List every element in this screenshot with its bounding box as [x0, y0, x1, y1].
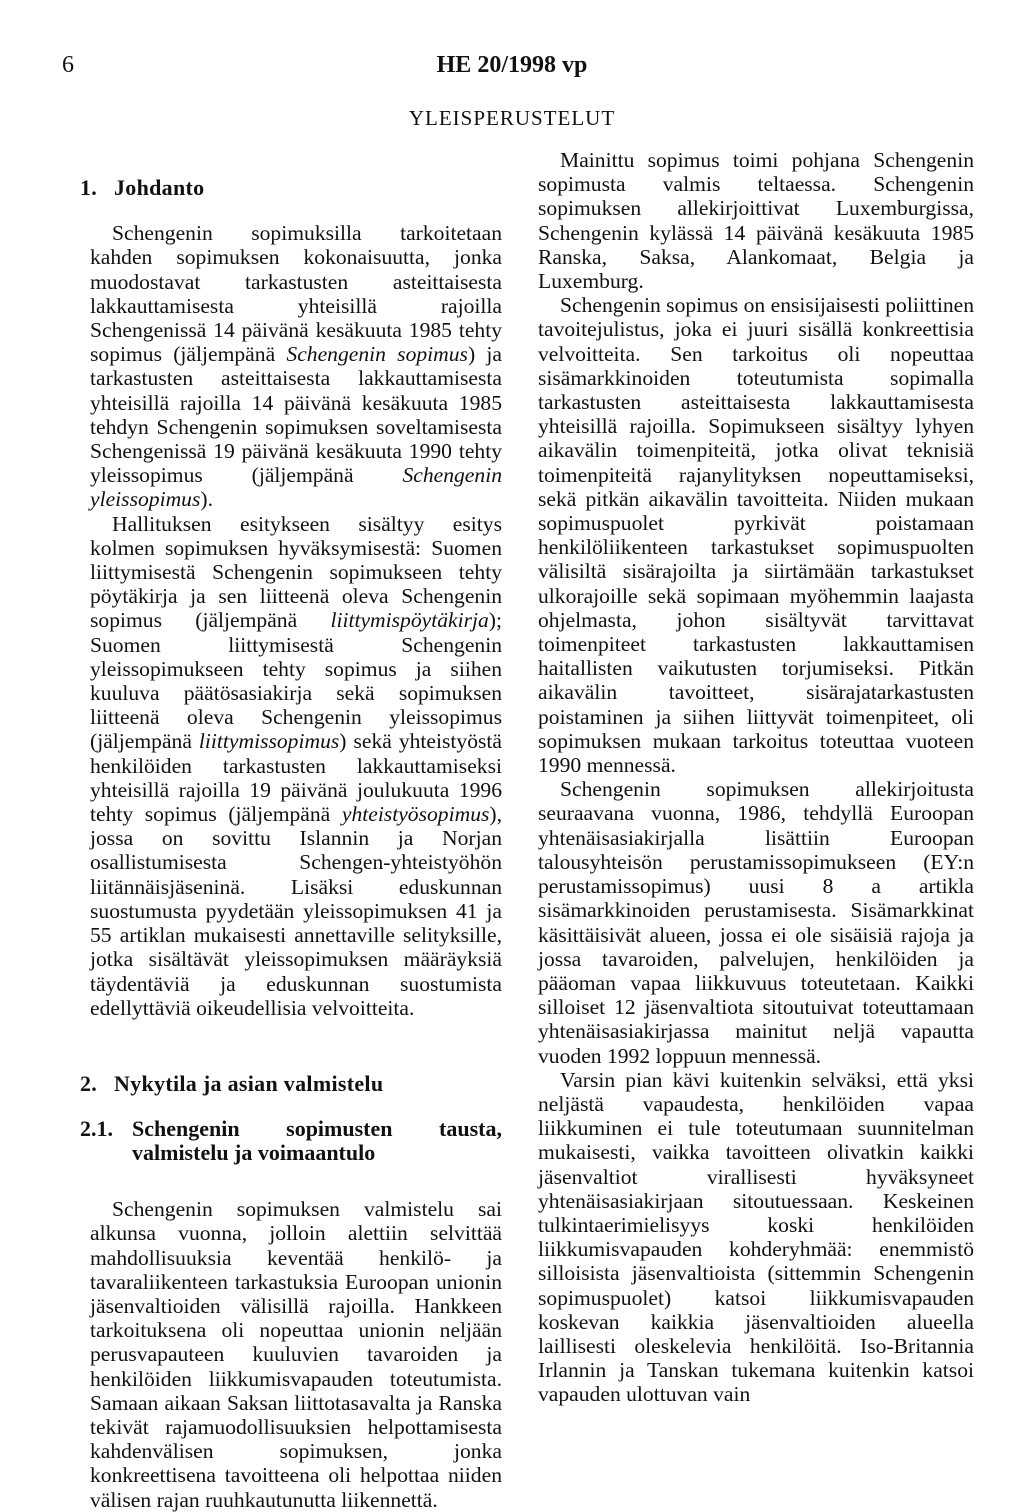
left-column [80, 148, 502, 1512]
paragraph: Mainittu sopimus toimi pohjana Schengenin sopimusta valmis teltaessa. Schengenin sopimuksen allekirjoittivat Luxemburgissa, Schengenin kylässä 14 päivänä kesäkuuta 1985 Ranska, Saksa, Alankomaat, Belgia ja Luxemburg. [538, 148, 974, 294]
italic-term: Schengenin sopimus [286, 342, 468, 367]
heading-number: 2. [80, 1070, 98, 1096]
italic-term: Schengenin yleissopimus [90, 463, 502, 512]
heading-number: 1. [80, 175, 98, 200]
paragraph [90, 221, 502, 511]
italic-term: liittymispöytäkirja [330, 608, 489, 633]
paragraph [90, 512, 502, 1020]
heading-title: Johdanto [114, 175, 205, 200]
heading-nykytila [80, 1072, 502, 1096]
paragraph: Varsin pian kävi kuitenkin selväksi, että yksi neljästä vapaudesta, henkilöiden vapaa liikkuminen ei tule toteutumaan suunnitelman mukaisesti, vaikka tavoitteen olivatkin kaikki jäsenvaltiot virallisesti hyväksyneet yhtenäisasiakirjaan sitoutuessaan. Keskeinen tulkintaerimielisyys koski henkilöiden liikkumisvapauden kohderyhmää: enemmistö silloisista jäsenvaltioista (sittemmin Schengenin sopimuspuolet) katsoi liikkumisvapauden koskevan kaikkia jäsenvaltioiden alueella laillisesti oleskelevia henkilöitä. Iso-Britannia Irlannin ja Tanskan tukemana kuitenkin katsoi vapauden ulottuvan vain [538, 1067, 974, 1407]
text-run: ) ja tarkastusten asteittaisesta lakkauttamisesta yhteisillä rajoilla 14 päivänä kesäkuuta 1985 tehdyn Schengenin sopimuksen soveltamisesta Schengenissä 19 päivänä kesäkuuta 1990 tehty yleissopimus (jäljempänä [90, 342, 502, 488]
text-run: ); Suomen liittymisestä Schengenin yleissopimukseen tehty sopimus ja siihen kuuluva päätösasiakirja sekä sopimuksen liitteenä oleva Schengenin yleissopimus (jäljempänä [90, 608, 502, 754]
text-run: ), jossa on sovittu Islannin ja Norjan osallistumisesta Schengen-yhteistyöhön liitännäisjäseninä. Lisäksi eduskunnan suostumusta pyydetään yleissopimuksen 41 ja 55 artiklan mukaisesti annettaville selityksille, jotka sisältävät yleissopimuksen määräyksiä täydentäviä ja eduskunnan suostumista edellyttäviä oikeudellisia velvoitteita. [90, 802, 502, 1020]
paragraph: Schengenin sopimuksen allekirjoitusta seuraavana vuonna, 1986, tehdyllä Euroopan yhtenäisasiakirjalla lisättiin Euroopan talousyhteisön perustamissopimukseen (EY:n perustamissopimus) uusi 8 a artikla sisämarkkinoiden perustamisesta. Sisämarkkinat käsittäisivät alueen, jossa ei ole sisäisiä rajoja ja jossa tavaroiden, palvelujen, henkilöiden ja pääoman vapaa liikkuvuus toteutetaan. Kaikki silloiset 12 jäsenvaltiota sitoutuivat toteuttamaan yhtenäisasiakirjassa mainitut neljä vapautta vuoden 1992 loppuun mennessä. [538, 777, 974, 1068]
text-run: ) sekä yhteistyöstä henkilöiden tarkastusten lakkauttamiseksi yhteisillä rajoilla 19 päivänä joulukuuta 1996 tehty sopimus (jäljempänä [90, 729, 502, 827]
running-head: HE 20/1998 vp [436, 52, 588, 78]
heading-title: Nykytila ja asian valmistelu [114, 1070, 384, 1096]
heading-number: 2.1. [80, 1116, 113, 1142]
heading-johdanto [80, 176, 502, 200]
italic-term: liittymissopimus [198, 729, 340, 754]
italic-term: yhteistyösopimus [341, 802, 490, 827]
heading-schengen-background [80, 1117, 502, 1165]
section-title: YLEISPERUSTELUT [408, 106, 616, 130]
heading-title: Schengenin sopimusten tausta, valmistelu ja voimaantulo [132, 1116, 502, 1166]
text-run: Schengenin sopimuksilla tarkoitetaan kahden sopimuksen kokonaisuutta, jonka muodostavat tarkastusten asteittaisesta lakkauttamisesta yhteisillä rajoilla Schengenissä 14 päivänä kesäkuuta 1985 tehty sopimus (jäljempänä [90, 221, 502, 367]
text-run: ). [200, 487, 213, 512]
page-number: 6 [62, 52, 74, 78]
right-column [538, 148, 974, 1407]
paragraph: Schengenin sopimuksen valmistelu sai alkunsa vuonna, jolloin alettiin selvittää mahdollisuuksia keventää henkilö- ja tavaraliikenteen tarkastuksia Euroopan unionin jäsenvaltioiden välisillä rajoilla. Hankkeen tarkoituksena oli nopeuttaa unionin neljään perusvapauteen kuuluvien tavaroiden ja henkilöiden liikkumisvapauden toteutumista. Samaan aikaan Saksan liittotasavalta ja Ranska tekivät rajamuodollisuuksien helpottamisesta kahdenvälisen sopimuksen, jonka konkreettisena tavoitteena oli helpottaa niiden välisen rajan ruuhkautunutta liikennettä. [90, 1197, 502, 1512]
paragraph: Schengenin sopimus on ensisijaisesti poliittinen tavoitejulistus, joka ei juuri sisällä konkreettisia velvoitteita. Sen tarkoitus oli nopeuttaa sisämarkkinoiden toteutumista sopimalla tarkastusten asteittaisesta lakkauttamisesta yhteisillä rajoilla. Sopimukseen sisältyy lyhyen aikavälin toimenpiteitä, jotka olivat teknisiä toimenpiteitä rajanylityksen nopeuttamiseksi, sekä pitkän aikavälin tavoitteita. Niiden mukaan sopimuspuolet pyrkivät poistamaan henkilöliikenteen tarkastukset sopimuspuolten välisiltä sisärajoilta ja siirtämään tarkastukset ulkorajoille sekä sopimaan myöhemmin laajasta ohjelmasta, johon sisältyvät tarvittavat toimenpiteet tarkastusten lakkauttamisen haitallisten vaikutusten torjumiseksi. Pitkän aikavälin tavoitteet, sisärajatarkastusten poistaminen ja siihen liittyvät toimenpiteet, oli sopimuksen mukaan tarkoitus toteuttaa vuoteen 1990 mennessä. [538, 293, 974, 778]
text-run: Hallituksen esitykseen sisältyy esitys kolmen sopimuksen hyväksymisestä: Suomen liittymisestä Schengenin sopimukseen tehty pöytäkirja ja sen liitteenä oleva Schengenin sopimus (jäljempänä [90, 511, 502, 633]
